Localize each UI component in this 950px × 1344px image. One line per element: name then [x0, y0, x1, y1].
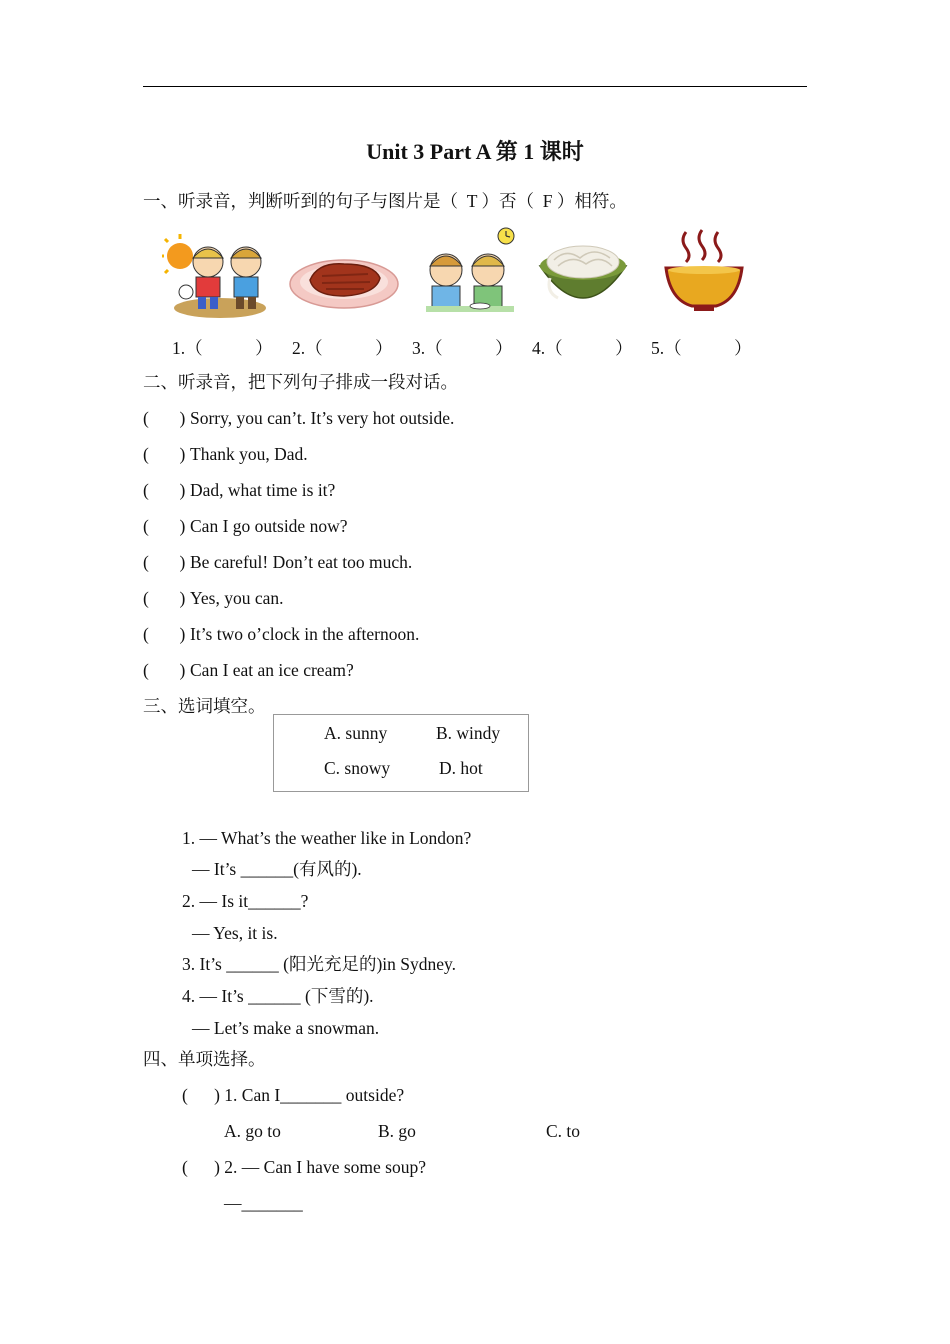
order-bracket-1[interactable]: ( ) — [143, 408, 186, 428]
dialogue-line-3: Dad, what time is it? — [190, 480, 336, 500]
answer-blank-4[interactable]: 4.（ ） — [532, 338, 633, 358]
steak-plate-icon — [288, 226, 400, 322]
word-bank-box — [273, 714, 529, 792]
dialogue-line-5: Be careful! Don’t eat too much. — [190, 552, 413, 572]
choice-question-1[interactable]: ( ) 1. Can I_______ outside? — [182, 1085, 405, 1105]
order-bracket-5[interactable]: ( ) — [143, 552, 186, 572]
word-option-d: D. hot — [439, 758, 483, 778]
dialogue-line-1: Sorry, you can’t. It’s very hot outside. — [190, 408, 455, 428]
choice-question-2[interactable]: ( ) 2. — Can I have some soup? — [182, 1157, 426, 1177]
fill-question-4[interactable]: 4. — It’s ______ (下雪的). — [182, 986, 374, 1006]
hot-sun-kids-icon — [162, 226, 272, 322]
answer-blank-5[interactable]: 5.（ ） — [651, 338, 752, 358]
noodle-bowl-icon — [536, 226, 630, 322]
fill-answer-1[interactable]: — It’s ______(有风的). — [192, 859, 362, 879]
order-bracket-3[interactable]: ( ) — [143, 480, 186, 500]
choice-1-option-c[interactable]: C. to — [546, 1121, 581, 1141]
choice-1-option-a[interactable]: A. go to — [224, 1121, 281, 1141]
fill-question-2[interactable]: 2. — Is it______? — [182, 891, 309, 911]
dialogue-line-8: Can I eat an ice cream? — [190, 660, 354, 680]
hot-soup-bowl-icon — [662, 226, 746, 322]
fill-question-1: 1. — What’s the weather like in London? — [182, 828, 472, 848]
top-rule — [143, 86, 807, 87]
dialogue-line-2: Thank you, Dad. — [190, 444, 308, 464]
answer-blank-1[interactable]: 1.（ ） — [172, 338, 273, 358]
order-bracket-6[interactable]: ( ) — [143, 588, 186, 608]
dialogue-line-7: It’s two o’clock in the afternoon. — [190, 624, 420, 644]
fill-question-3[interactable]: 3. It’s ______ (阳光充足的)in Sydney. — [182, 954, 456, 974]
order-bracket-7[interactable]: ( ) — [143, 624, 186, 644]
section1-heading: 一、听录音，判断听到的句子与图片是（ T ）否（ F ）相符。 — [143, 191, 627, 211]
order-bracket-4[interactable]: ( ) — [143, 516, 186, 536]
dialogue-line-4: Can I go outside now? — [190, 516, 348, 536]
order-bracket-8[interactable]: ( ) — [143, 660, 186, 680]
word-option-a: A. sunny — [324, 723, 388, 743]
kids-eating-icon — [418, 226, 518, 322]
section3-heading: 三、选词填空。 — [143, 696, 266, 716]
section2-heading: 二、听录音，把下列句子排成一段对话。 — [143, 372, 458, 392]
answer-blank-2[interactable]: 2.（ ） — [292, 338, 393, 358]
dialogue-line-6: Yes, you can. — [190, 588, 284, 608]
fill-answer-2: — Yes, it is. — [192, 923, 278, 943]
page-title: Unit 3 Part A 第 1 课时 — [366, 139, 584, 164]
fill-answer-4: — Let’s make a snowman. — [192, 1018, 380, 1038]
choice-1-option-b[interactable]: B. go — [378, 1121, 416, 1141]
word-option-b: B. windy — [436, 723, 501, 743]
choice-2-answer-line[interactable]: —_______ — [224, 1193, 303, 1213]
answer-blank-3[interactable]: 3.（ ） — [412, 338, 513, 358]
word-option-c: C. snowy — [324, 758, 391, 778]
order-bracket-2[interactable]: ( ) — [143, 444, 186, 464]
section4-heading: 四、单项选择。 — [143, 1049, 266, 1069]
